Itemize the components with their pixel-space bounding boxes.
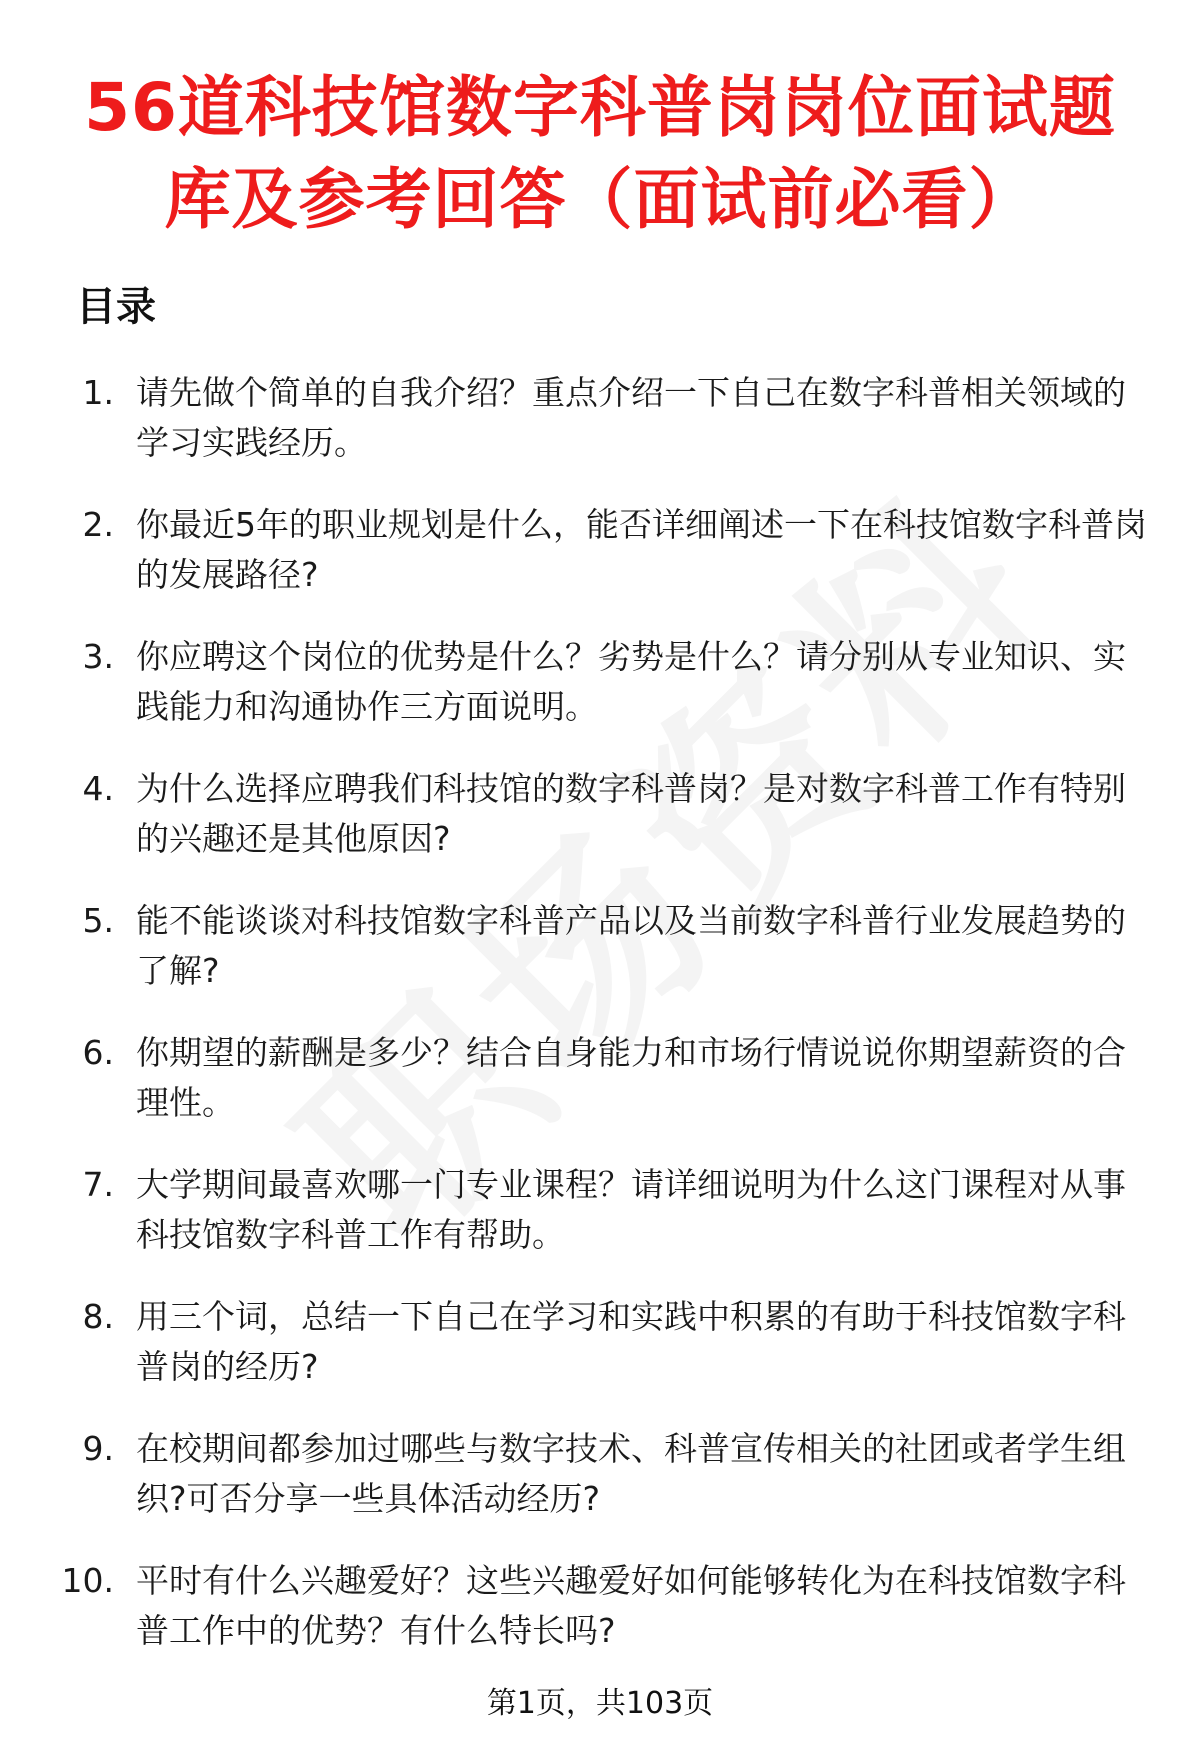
item-text: 你应聘这个岗位的优势是什么？劣势是什么？请分别从专业知识、实践能力和沟通协作三方面说明。 [136, 637, 1126, 726]
list-item [56, 632, 1156, 764]
toc-heading: 目录 [76, 284, 156, 330]
item-number: 10. [61, 1561, 114, 1600]
item-number: 8. [82, 1297, 114, 1336]
list-item [56, 1292, 1156, 1424]
title-line-2: 库及参考回答（面试前必看） [164, 161, 1036, 238]
item-text: 用三个词，总结一下自己在学习和实践中积累的有助于科技馆数字科普岗的经历? [136, 1297, 1126, 1386]
item-text: 在校期间都参加过哪些与数字技术、科普宣传相关的社团或者学生组织?可否分享一些具体活动经历? [136, 1429, 1126, 1518]
title-line-1: 56道科技馆数字科普岗岗位面试题 [84, 69, 1116, 146]
item-text: 能不能谈谈对科技馆数字科普产品以及当前数字科普行业发展趋势的了解? [136, 901, 1126, 990]
item-number: 6. [82, 1033, 114, 1072]
question-list [56, 368, 1156, 1688]
item-number: 4. [82, 769, 114, 808]
list-item [56, 1160, 1156, 1292]
document-title [60, 62, 1140, 246]
list-item [56, 1556, 1156, 1688]
item-text: 请先做个简单的自我介绍？重点介绍一下自己在数字科普相关领域的学习实践经历。 [136, 373, 1126, 462]
page-footer: 第1页，共103页 [486, 1686, 714, 1721]
item-number: 2. [82, 505, 114, 544]
item-text: 为什么选择应聘我们科技馆的数字科普岗？是对数字科普工作有特别的兴趣还是其他原因? [136, 769, 1126, 858]
item-text: 你期望的薪酬是多少？结合自身能力和市场行情说说你期望薪资的合理性。 [136, 1033, 1126, 1122]
list-item [56, 500, 1156, 632]
item-number: 5. [82, 901, 114, 940]
item-number: 3. [82, 637, 114, 676]
list-item [56, 368, 1156, 500]
item-number: 9. [82, 1429, 114, 1468]
item-text: 平时有什么兴趣爱好？这些兴趣爱好如何能够转化为在科技馆数字科普工作中的优势？有什么特长吗? [136, 1561, 1126, 1650]
item-text: 你最近5年的职业规划是什么，能否详细阐述一下在科技馆数字科普岗的发展路径? [136, 505, 1147, 594]
list-item [56, 896, 1156, 1028]
item-number: 7. [82, 1165, 114, 1204]
list-item [56, 1424, 1156, 1556]
list-item [56, 1028, 1156, 1160]
list-item [56, 764, 1156, 896]
item-text: 大学期间最喜欢哪一门专业课程？请详细说明为什么这门课程对从事科技馆数字科普工作有帮助。 [136, 1165, 1126, 1254]
item-number: 1. [82, 373, 114, 412]
